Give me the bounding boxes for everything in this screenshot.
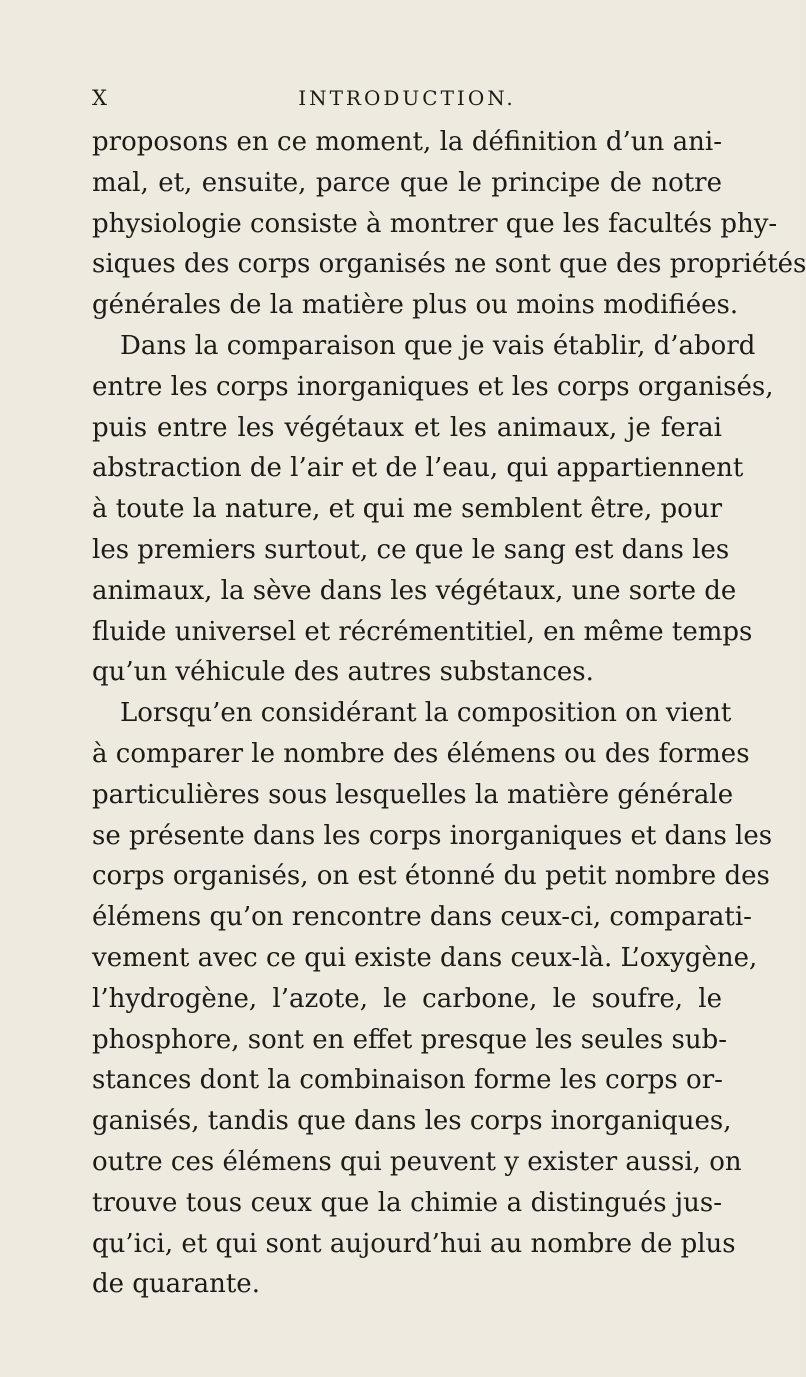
text-line: trouve tous ceux que la chimie a distingués jus- <box>92 1187 722 1218</box>
text-line: outre ces élémens qui peuvent y exister aussi, on <box>92 1146 742 1177</box>
text-line: à toute la nature, et qui me semblent être, pour <box>92 494 722 525</box>
text-line: stances dont la combinaison forme les corps or- <box>92 1065 723 1096</box>
text-line: physiologie consiste à montrer que les facultés phy- <box>92 208 778 239</box>
text-line: proposons en ce moment, la définition d’un ani- <box>92 127 722 157</box>
text-line: Lorsqu’en considérant la composition on vient <box>120 698 732 729</box>
text-line: mal, et, ensuite, parce que le principe de notre <box>92 167 722 198</box>
text-line: puis entre les végétaux et les animaux, je ferai <box>92 412 722 443</box>
text-line: qu’un véhicule des autres substances. <box>92 657 594 688</box>
running-head <box>92 86 722 116</box>
text-line: animaux, la sève dans les végétaux, une sorte de <box>92 575 737 606</box>
running-title: INTRODUCTION. <box>298 86 516 110</box>
text-line: élémens qu’on rencontre dans ceux-ci, comparati- <box>92 902 752 933</box>
text-line: qu’ici, et qui sont aujourd’hui au nombre de plus <box>92 1228 736 1259</box>
text-line: l’hydrogène, l’azote, le carbone, le soufre, le <box>92 983 722 1014</box>
page-folio: X <box>92 86 110 110</box>
text-line: à comparer le nombre des élémens ou des formes <box>92 738 750 769</box>
text-line: vement avec ce qui existe dans ceux-là. L’oxygène, <box>92 942 758 973</box>
text-line: de quarante. <box>92 1269 260 1300</box>
text-line: phosphore, sont en effet presque les seules sub- <box>92 1024 728 1055</box>
text-line: ganisés, tandis que dans les corps inorganiques, <box>92 1106 732 1137</box>
text-line: fluide universel et récrémentitiel, en même temps <box>92 616 753 647</box>
text-line: générales de la matière plus ou moins modifiées. <box>92 290 739 321</box>
body-text <box>92 122 806 1305</box>
text-line: particulières sous lesquelles la matière générale <box>92 779 734 810</box>
text-line: abstraction de l’air et de l’eau, qui appartiennent <box>92 453 744 484</box>
text-line: siques des corps organisés ne sont que des propriétés <box>92 249 806 280</box>
text-line: entre les corps inorganiques et les corps organisés, <box>92 371 774 402</box>
text-line: Dans la comparaison que je vais établir, d’abord <box>120 330 756 361</box>
text-line: se présente dans les corps inorganiques et dans les <box>92 820 773 851</box>
text-line: les premiers surtout, ce que le sang est dans les <box>92 534 730 565</box>
text-line: corps organisés, on est étonné du petit nombre des <box>92 861 770 892</box>
